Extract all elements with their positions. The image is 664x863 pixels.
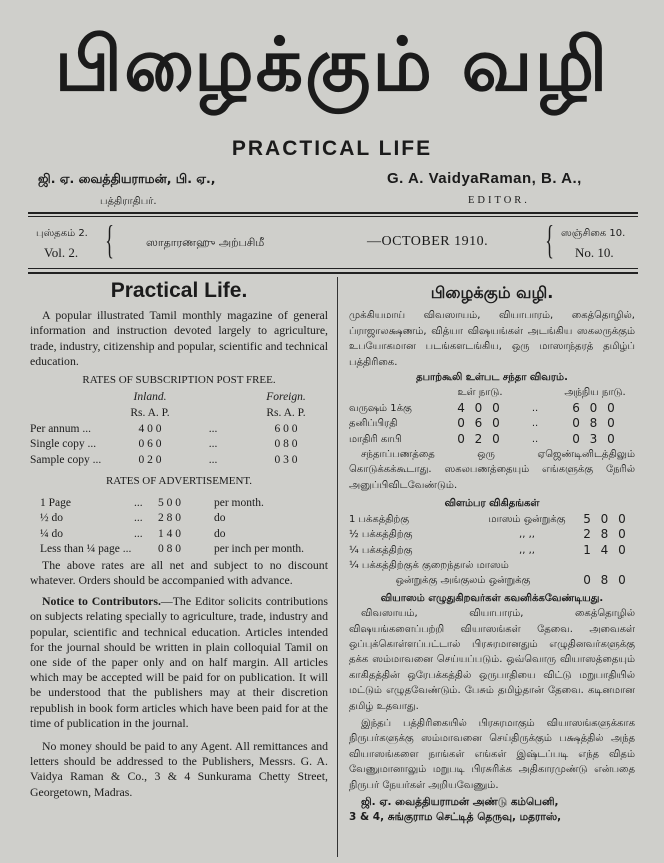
- right-brace: {: [545, 217, 554, 262]
- inland-currency: Rs. A. P.: [130, 407, 170, 419]
- editor-role: EDITOR.: [468, 195, 530, 206]
- agent-note: No money should be paid to any Agent. All remittances and letters should be addressed to the Publishers, Messrs. G. A. Vaidya Raman & Co., 3 & 4 Sunkurama Chetty Street, Georgetown, Madras.: [30, 739, 328, 799]
- table-row: Sample copy ... 0 2 0 ... 0 3 0: [30, 453, 298, 466]
- contributors-notice: [30, 594, 328, 731]
- editor-role-tamil: பத்திராதிபர்.: [100, 196, 157, 207]
- table-row: ½ do ... 2 8 0 do: [40, 512, 226, 525]
- table-row: வருஷம் 1க்கு 4 0 0 .. 6 0 0: [349, 400, 618, 415]
- tamil-publish-note: இந்தப் பத்திரிகையில் பிரசுரமாகும் வியாஸங்களுக்காக நிருபர்களுக்கு ஸம்மாவனை செய்திருக்கும் பக்ஷத்தில் அந்த வியாஸங்களை நாங்கள் எங்கள் இஷ்டப்படி எந்த விதம் வேணுமானாலும் மறுபடி பிரசுரிக்க அதிகாரமுண்டு என்பதை நிருபர் நேயர்கள் அறியவேணும்.: [349, 717, 635, 791]
- editor-name-tamil: ஜி. ஏ. வைத்தியராமன், பி. ஏ.,: [38, 171, 216, 186]
- tamil-subscription-table: உள் நாடு. அந்நிய நாடு. வருஷம் 1க்கு 4 0 0 .. 6 0 0 தனிப்பிரதி 0 6 0 .. 0 8 0 மாதிரி காபி 0 2 0 .. 0 3 0: [349, 385, 635, 447]
- advertisement-heading: RATES OF ADVERTISEMENT.: [105, 475, 253, 488]
- english-column: [30, 279, 329, 800]
- table-row: Less than ¼ page ... 0 8 0 per inch per month.: [40, 543, 305, 556]
- issue-date: —OCTOBER 1910.: [367, 234, 489, 249]
- column-divider: [337, 277, 338, 857]
- tamil-subscription-note: சந்தாப்பணத்தை ஒரு ஏஜெண்டினிடத்திலும் கொடுக்கக்கூடாது. ஸகலபணத்தையும் எங்களுக்கு நேரில் அனுப்பிவிடவேண்டும்.: [349, 449, 635, 491]
- date-rule: [28, 268, 638, 269]
- table-row: Per annum ... 4 0 0 ... 6 0 0: [30, 422, 298, 435]
- issue-number: No. 10.: [575, 245, 614, 260]
- tamil-publisher-name: ஜி. ஏ. வைத்தியராமன் அண்டு கம்பெனி,: [361, 796, 559, 808]
- contributors-notice-heading: Notice to Contributors.: [42, 594, 161, 609]
- tamil-intro: முக்கியமாய் விவஸாயம், வியாபாரம், கைத்தொழில், ப்ராஜாலக்ஷணம், வித்யா விஷயங்கள் அடங்கிய ஸகலருக்கும் உபயோகமான படங்களடங்கிய, ஒரு மாஸாந்தரத் தமிழ்ப் பத்திரிகை.: [349, 310, 635, 368]
- volume: Vol. 2.: [44, 245, 79, 260]
- table-row: மாதிரி காபி 0 2 0 .. 0 3 0: [349, 431, 618, 446]
- table-row: ஒன்றுக்கு அங்குலம் ஒன்றுக்கு 0 8 0: [395, 573, 629, 588]
- foreign-heading: Foreign.: [266, 391, 306, 404]
- masthead-title: பிழைக்கும் வழி: [54, 22, 610, 108]
- table-row: ¼ பக்கத்திற்குக் குறைந்தால் மாஸம்: [349, 559, 509, 571]
- tamil-title: பிழைக்கும் வழி.: [430, 283, 554, 302]
- subscription-table: [30, 390, 326, 468]
- intro-paragraph: A popular illustrated Tamil monthly magazine of general information and instruction devoted largely to agriculture, trade, industry, citizenship and popular, scientific and technical education.: [30, 308, 328, 368]
- tamil-advertisement-heading: விளம்பர விகிதங்கள்: [444, 498, 540, 510]
- left-brace: {: [105, 217, 114, 262]
- inland-heading: Inland.: [133, 391, 167, 404]
- advertisement-note: The above rates are all net and subject to no discount whatever. Orders should be accompanied with advance.: [30, 557, 328, 587]
- contributors-notice-body: —The Editor solicits contributions on subjects relating specially to agriculture, trade, industry and popular, scientific and technical education. Articles intended for the journal should be written in plain colloquial Tamil on one side of the paper only and on half margin. All articles which may be accepted will be paid for on publication. It will be understood that the publishers may at their discretion republish in book form articles which have been paid for at the time of publication in the journal.: [30, 594, 329, 730]
- table-row: 1 பக்கத்திற்கு மாஸம் ஒன்றுக்கு 5 0 0: [349, 511, 629, 526]
- tamil-column: [349, 285, 635, 826]
- date-tamil: ஸாதாரணஹு அற்பசிமீ: [146, 236, 265, 249]
- advertisement-table: [40, 495, 304, 557]
- english-title: Practical Life.: [110, 279, 248, 302]
- tamil-publisher-address: 3 & 4, சுங்குராம செட்டித் தெருவு, மதராஸ்,: [349, 811, 562, 824]
- table-row: 1 Page ... 5 0 0 per month.: [40, 496, 264, 509]
- tamil-subscription-heading: தபாற்கூலி உள்பட சந்தா விவரம்.: [416, 372, 568, 384]
- date-rule-thick: [28, 272, 638, 274]
- foreign-currency: Rs. A. P.: [266, 407, 306, 419]
- header-rule: [28, 212, 638, 214]
- table-row: ¼ do ... 1 4 0 do: [40, 527, 226, 540]
- table-row: ½ பக்கத்திற்கு ,, ,, 2 8 0: [349, 527, 629, 542]
- table-row: Single copy ... 0 6 0 ... 0 8 0: [30, 438, 298, 451]
- editor-name: G. A. VaidyaRaman, B. A.,: [387, 170, 582, 187]
- number-tamil: ஸஞ்சிகை 10.: [561, 228, 626, 239]
- masthead-subtitle: PRACTICAL LIFE: [231, 137, 433, 160]
- volume-tamil: புஸ்தகம் 2.: [36, 228, 88, 239]
- subscription-heading: RATES OF SUBSCRIPTION POST FREE.: [82, 374, 276, 387]
- table-row: ¼ பக்கத்திற்கு ,, ,, 1 4 0: [349, 542, 629, 557]
- table-row: தனிப்பிரதி 0 6 0 .. 0 8 0: [349, 416, 618, 431]
- tamil-contributors-heading: வியாஸம் எழுதுகிறவர்கள் கவனிக்கவேண்டியது.: [380, 592, 604, 604]
- tamil-advertisement-table: [349, 512, 635, 589]
- tamil-contributors-body: விவஸாயம், வியாபாரம், கைத்தொழில் விஷயங்களைப்பற்றி வியாஸங்கள் தேவை. அவைகள் ஒப்புக்கொள்ளப்பட்டால் பிரசுரமானதும் எழுதினவர்களுக்கு தக்க ஸம்மாவனை செய்யப்படும். ஒவ்வொரு வியாஸத்தையும் காகிதத்தின் ஒரேபக்கத்தில் ஒருபாதியை விட்டு மறுபாதியில் மட்டும் எழுதவேண்டும். பேசும் தமிழ்தான் தேவை. கடினமான தமிழ் உதவாது.: [349, 608, 635, 712]
